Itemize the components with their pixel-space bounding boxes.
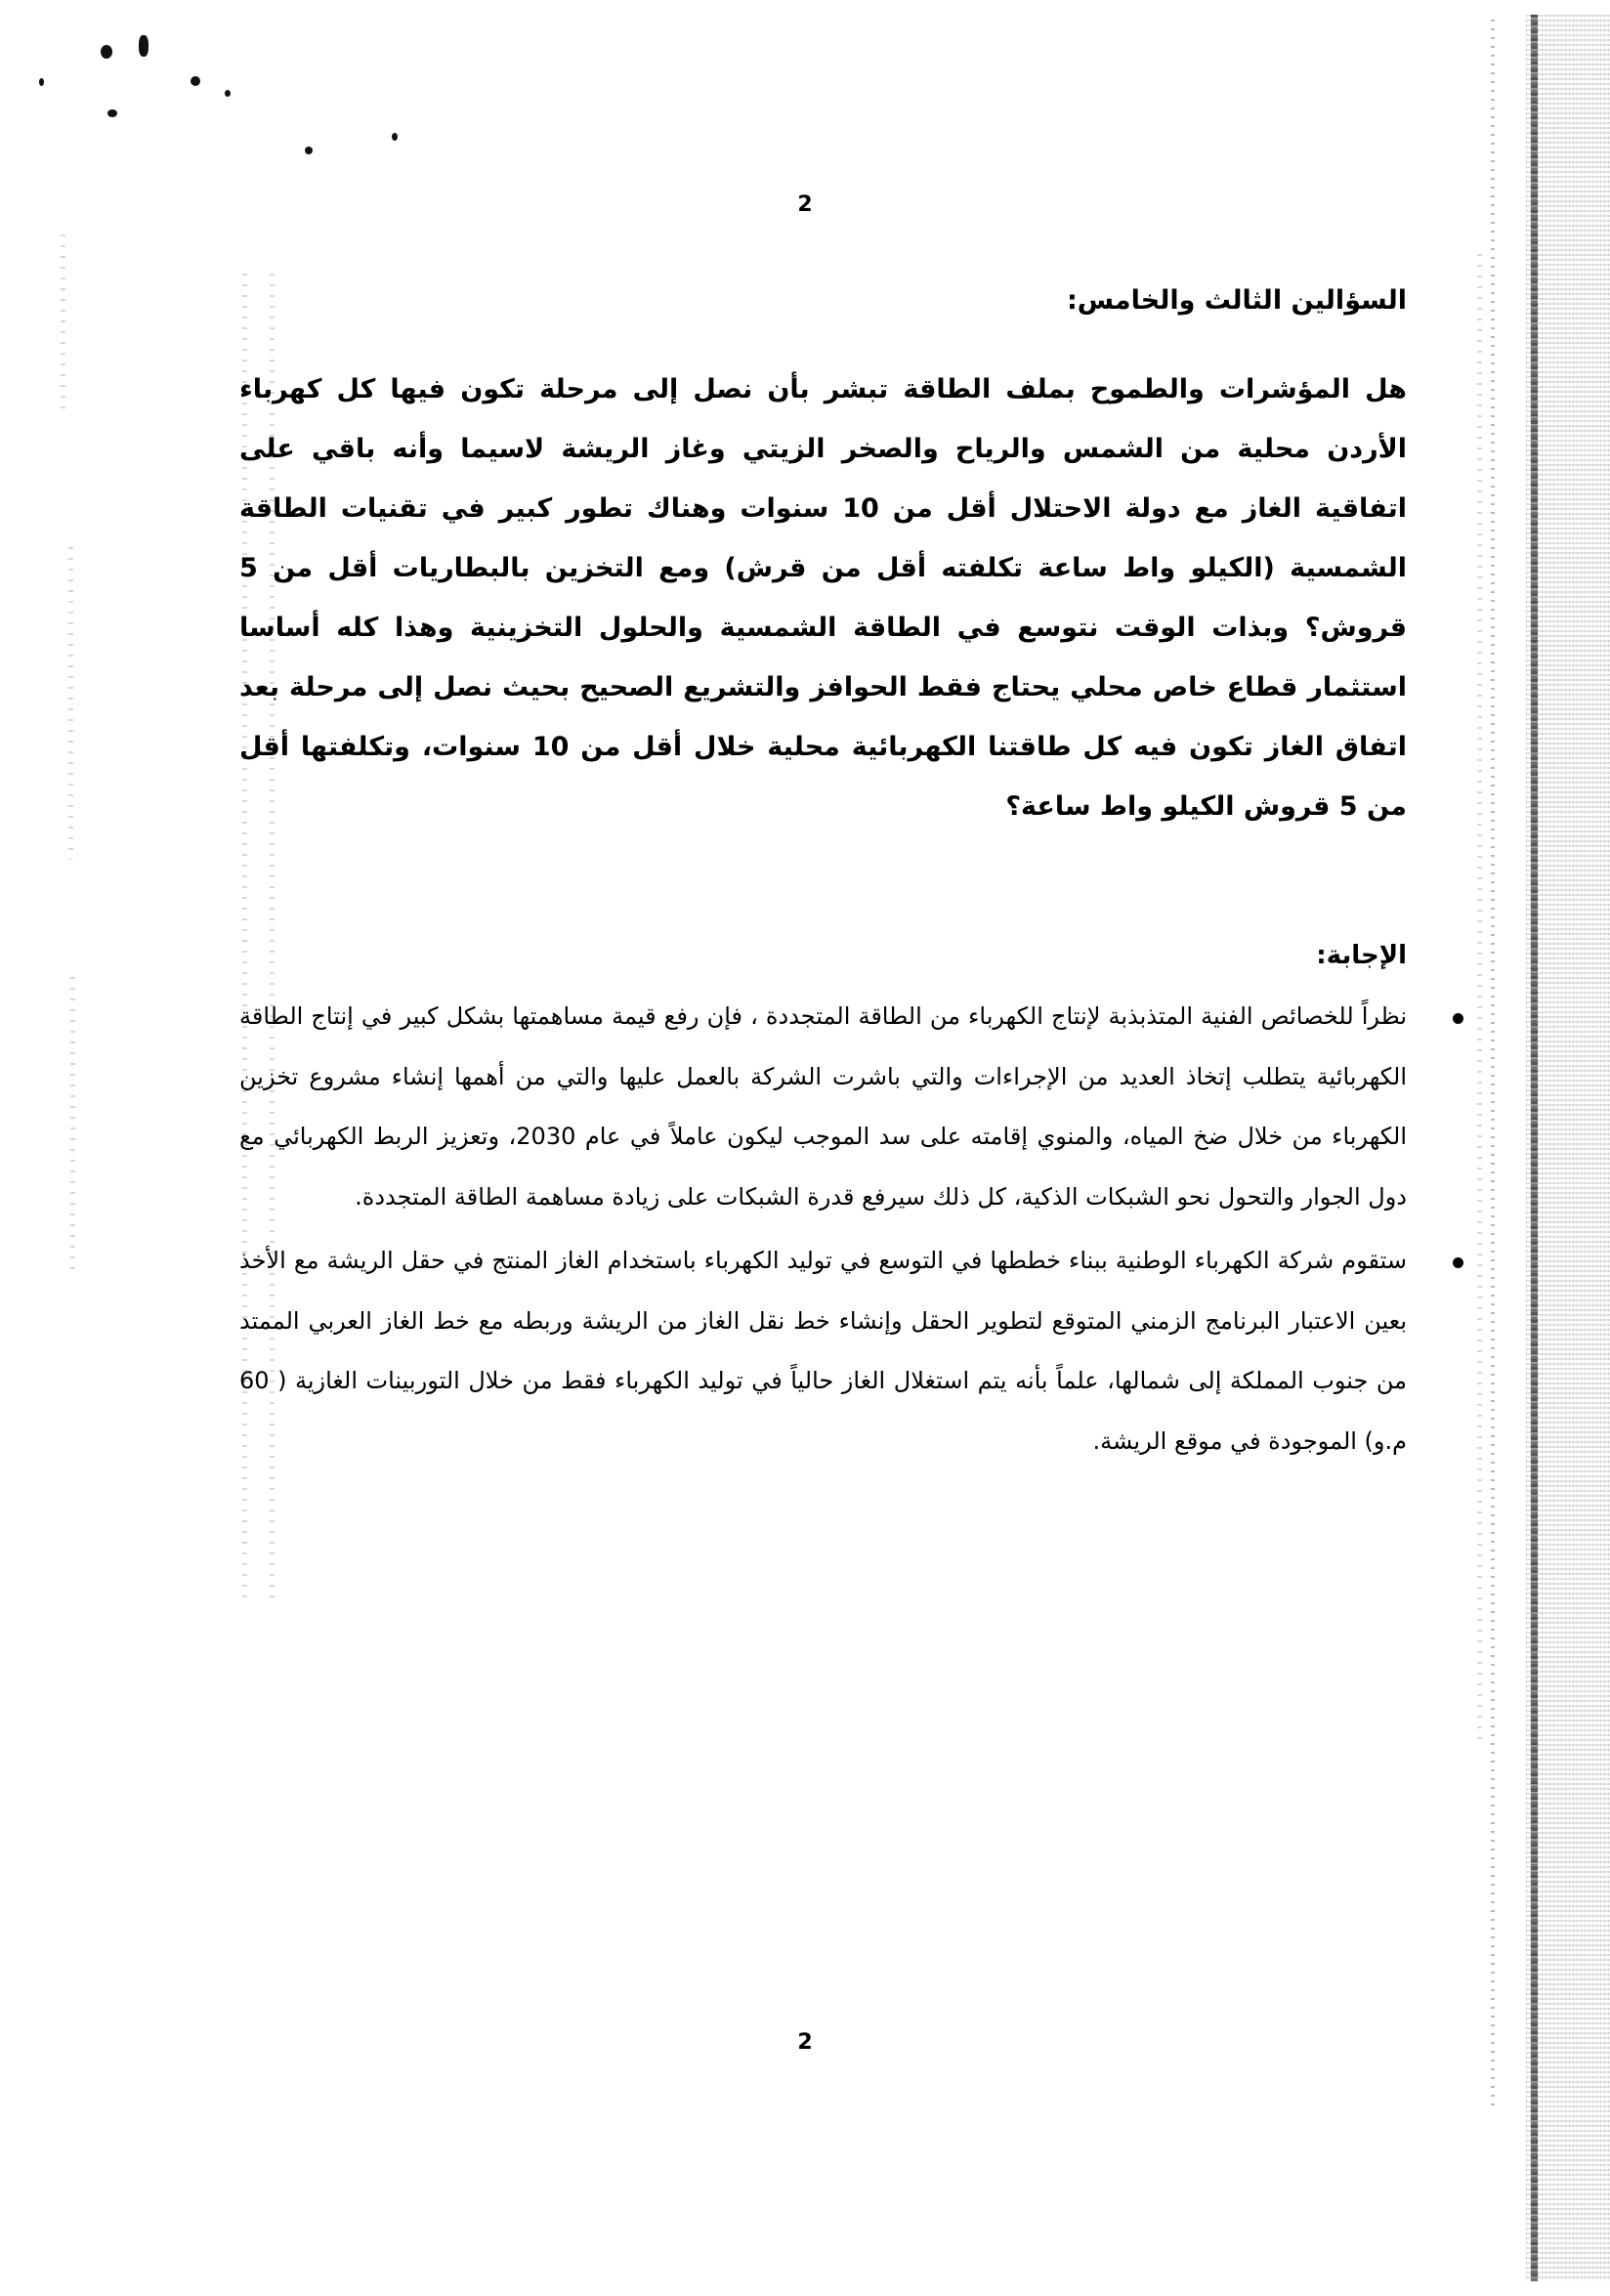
scan-speck	[101, 45, 112, 59]
answer-item	[239, 987, 1407, 1227]
question-title: السؤالين الثالث والخامس:	[1066, 285, 1407, 316]
answer-title: الإجابة:	[1316, 941, 1407, 970]
bullet-icon	[1453, 1257, 1463, 1268]
scan-speck	[225, 90, 231, 97]
margin-noise	[70, 977, 75, 1270]
scan-speck	[191, 76, 200, 86]
answer-item-text: نظراً للخصائص الفنية المتذبذبة لإنتاج الكهرباء من الطاقة المتجددة ، فإن رفع قيمة مساهمتها بشكل كبير في إنتاج الطاقة الكهربائية يتطلب إتخاذ العديد من الإجراءات والتي باشرت الشركة بالعمل عليها والتي من أهمها إنشاء مشروع تخزين الكهرباء من خلال ضخ المياه، والمنوي إقامته على سد الموجب ليكون عاملاً في عام 2030، وتعزيز الربط الكهربائي مع دول الجوار والتحول نحو الشبكات الذكية، كل ذلك سيرفع قدرة الشبكات على زيادة مساهمة الطاقة المتجددة.	[239, 1002, 1407, 1211]
scan-speck	[107, 109, 117, 117]
scan-speck	[139, 35, 148, 57]
answer-item-text: ستقوم شركة الكهرباء الوطنية ببناء خططها في التوسع في توليد الكهرباء باستخدام الغاز المنتج في حقل الريشة مع الأخذ بعين الاعتبار البرنامج الزمني المتوقع لتطوير الحقل وإنشاء خط نقل الغاز من الريشة وربطه مع خط الغاز العربي الممتد من جنوب المملكة إلى شمالها، علماً بأنه يتم استغلال الغاز حالياً في توليد الكهرباء فقط من خلال التوربينات الغازية ( 60 م.و) الموجودة في موقع الريشة.	[239, 1247, 1407, 1455]
page-number-top: 2	[797, 192, 813, 217]
scanner-edge-noise	[1526, 15, 1610, 2281]
margin-noise	[68, 547, 73, 860]
scanner-edge-dots	[1491, 20, 1495, 2110]
scanner-edge-line	[1531, 15, 1538, 2281]
margin-noise	[1477, 254, 1482, 1739]
bullet-icon	[1453, 1013, 1463, 1024]
answer-list	[239, 987, 1407, 1475]
question-body: هل المؤشرات والطموح بملف الطاقة تبشر بأن نصل إلى مرحلة تكون فيها كل كهرباء الأردن محلية من الشمس والرياح والصخر الزيتي وغاز الريشة لاسيما وأنه باقي على اتفاقية الغاز مع دولة الاحتلال أقل من 10 سنوات وهناك تطور كبير في تقنيات الطاقة الشمسية (الكيلو واط ساعة تكلفته أقل من قرش) ومع التخزين بالبطاريات أقل من 5 قروش؟ وبذات الوقت نتوسع في الطاقة الشمسية والحلول التخزينية وهذا كله أساسا استثمار قطاع خاص محلي يحتاج فقط الحوافز والتشريع الصحيح بحيث نصل إلى مرحلة بعد اتفاق الغاز تكون فيه كل طاقتنا الكهربائية محلية خلال أقل من 10 سنوات، وتكلفتها أقل من 5 قروش الكيلو واط ساعة؟	[239, 374, 1408, 822]
scan-speck	[392, 133, 398, 141]
scan-speck	[305, 147, 313, 154]
page-number-bottom: 2	[797, 2030, 813, 2055]
scan-speck	[39, 78, 44, 86]
answer-item	[239, 1231, 1407, 1471]
margin-noise	[61, 234, 65, 410]
